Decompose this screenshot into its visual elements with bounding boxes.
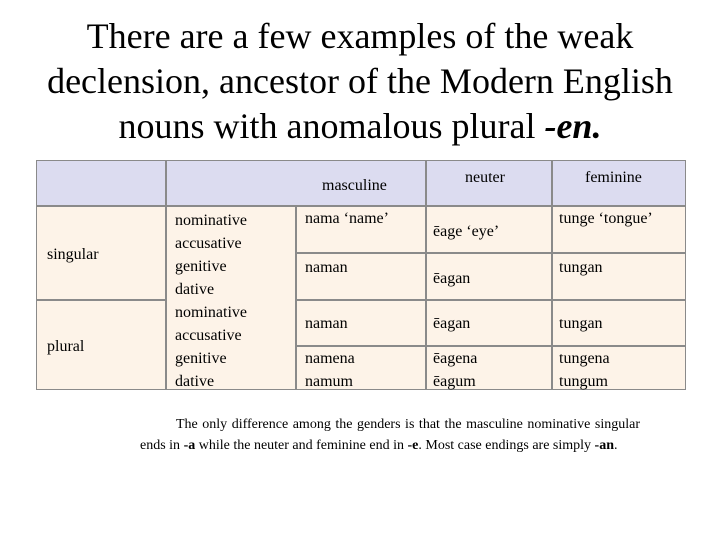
fem-dat-pl: tungum [559, 373, 608, 390]
fem-nom-sg-cell [552, 206, 686, 253]
declension-table [36, 160, 686, 390]
case-dative: dative [175, 373, 215, 390]
title-line-2: declension, ancestor of the Modern English [47, 61, 673, 101]
title-period: . [592, 106, 602, 146]
explanatory-note [140, 414, 640, 456]
case-accusative: accusative [175, 327, 242, 344]
neut-nom-acc-sg-cell [426, 206, 552, 253]
note-ending-an: -an [594, 438, 614, 453]
fem-acc-gen-dat-sg-cell [552, 253, 686, 300]
case-dative: dative [175, 281, 215, 298]
note-part-3: . Most case endings are simply [418, 438, 595, 453]
neut-dat-pl: ēagum [433, 373, 476, 390]
case-nominative: nominative [175, 304, 247, 321]
title-suffix-en: -en [544, 106, 593, 146]
title-line-3 [20, 104, 700, 149]
title-line-1: There are a few examples of the weak [86, 16, 634, 56]
note-part-2: while the neuter and feminine end in [195, 438, 408, 453]
fem-acc-gen-dat-sg: tungan [559, 259, 603, 276]
masc-gen-dat-sg-cell [296, 253, 426, 300]
note-part-1: The only difference among the genders is that the masculine nominative singular ends in [140, 417, 640, 453]
case-genitive: genitive [175, 258, 227, 275]
slide-title [20, 14, 700, 149]
header-empty-number [36, 160, 166, 206]
masc-gen-dat-pl-cell [296, 346, 426, 390]
neut-nom-acc-sg: ēage ‘eye’ [433, 223, 500, 240]
neut-gen-dat-sg: ēagan [433, 270, 471, 287]
note-ending-e: -e [407, 438, 419, 453]
neut-nom-acc-pl: ēagan [433, 315, 471, 332]
masc-nom-acc-pl: naman [305, 315, 348, 332]
note-part-4: . [613, 438, 618, 453]
case-column [166, 206, 296, 390]
title-line-3-text: nouns with anomalous plural [118, 106, 545, 146]
number-singular: singular [47, 246, 99, 263]
masc-nom-acc-sg: nama ‘name’ [305, 210, 389, 227]
case-nominative: nominative [175, 212, 247, 229]
fem-nom-acc-pl-cell [552, 300, 686, 346]
case-genitive: genitive [175, 350, 227, 367]
number-plural: plural [47, 338, 85, 355]
masc-dat-pl: namum [305, 373, 353, 390]
neut-nom-acc-pl-cell [426, 300, 552, 346]
case-accusative: accusative [175, 235, 242, 252]
masc-nom-acc-pl-cell [296, 300, 426, 346]
header-masculine-label: masculine [322, 177, 387, 194]
number-plural-cell [36, 300, 166, 390]
neut-gen-pl: ēagena [433, 350, 478, 367]
note-ending-a: -a [183, 438, 196, 453]
neut-gen-dat-sg-cell [426, 253, 552, 300]
header-feminine [552, 160, 686, 206]
neut-gen-dat-pl-cell [426, 346, 552, 390]
masc-gen-pl: namena [305, 350, 355, 367]
header-neuter-label: neuter [465, 169, 505, 186]
fem-gen-pl: tungena [559, 350, 610, 367]
header-neuter [426, 160, 552, 206]
fem-nom-sg: tunge ‘tongue’ [559, 210, 653, 227]
header-feminine-label: feminine [585, 169, 642, 186]
masc-nom-acc-sg-cell [296, 206, 426, 253]
fem-nom-acc-pl: tungan [559, 315, 603, 332]
masc-gen-dat-sg: naman [305, 259, 348, 276]
number-singular-cell [36, 206, 166, 300]
fem-gen-dat-pl-cell [552, 346, 686, 390]
header-masculine [166, 160, 426, 206]
